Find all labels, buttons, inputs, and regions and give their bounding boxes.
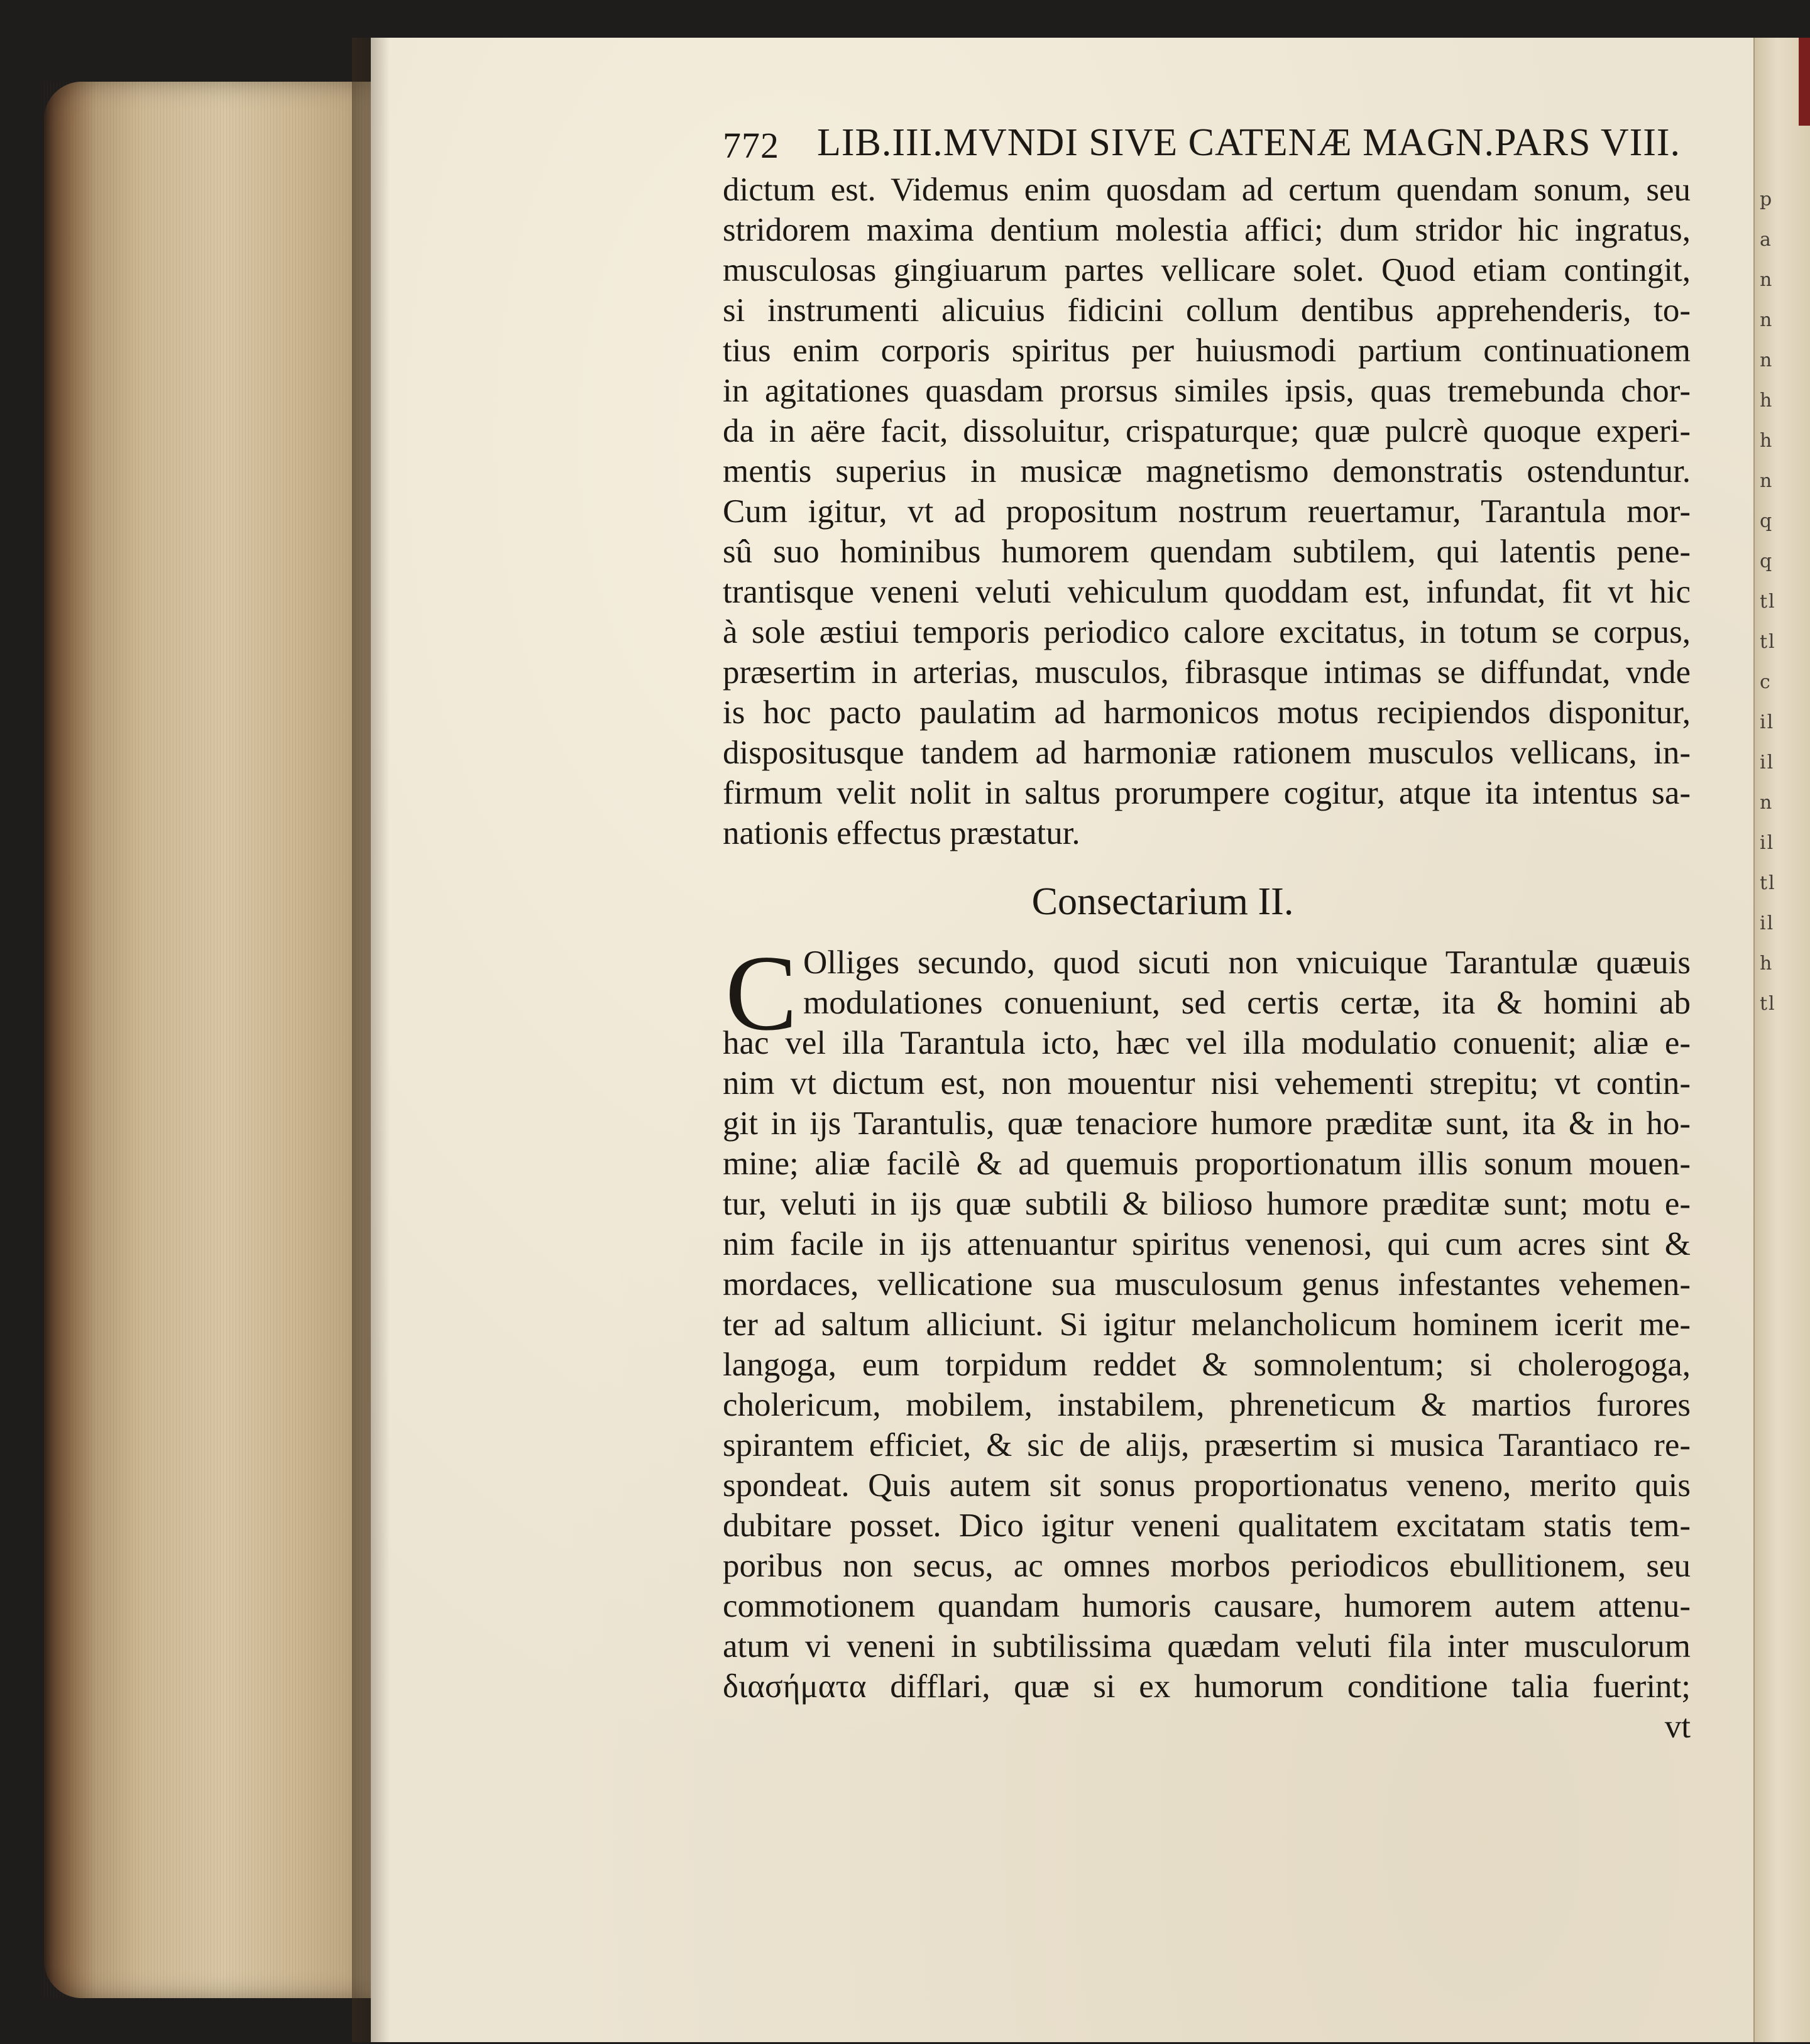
- text-line: is hoc pacto paulatim ad harmonicos motus recipiendos disponitur,: [723, 694, 1691, 731]
- text-line: tius enim corporis spiritus per huiusmodi partium continuationem: [723, 332, 1691, 369]
- text-line: nationis effectus præstatur.: [723, 815, 1080, 851]
- section-heading: Consectarium II.: [1031, 880, 1294, 923]
- text-line: mordaces, vellicatione sua musculosum genus infestantes vehemen-: [723, 1266, 1691, 1303]
- gutter-shadow: [352, 38, 390, 2042]
- page-header: [723, 113, 1691, 170]
- text-line: hac vel illa Tarantula icto, hæc vel illa modulatio conuenit; aliæ e-: [723, 1025, 1691, 1061]
- text-line: mine; aliæ facilè & ad quemuis proportionatum illis sonum mouen-: [723, 1145, 1691, 1182]
- facing-page-fragment: a: [1760, 229, 1772, 251]
- text-line: mentis superius in musicæ magnetismo demonstratis ostenduntur.: [723, 453, 1691, 489]
- text-line: in agitationes quasdam prorsus similes ipsis, quas tremebunda chor-: [723, 373, 1691, 409]
- facing-page-fragment: n: [1760, 309, 1774, 331]
- text-line: nim vt dictum est, non mouentur nisi vehementi strepitu; vt contin-: [723, 1065, 1691, 1101]
- text-line: musculosas gingiuarum partes vellicare solet. Quod etiam contingit,: [723, 252, 1691, 288]
- page-edge-lines: [44, 82, 371, 1998]
- facing-page-fragment: il: [1760, 711, 1775, 733]
- facing-page-fragment: il: [1760, 832, 1775, 854]
- facing-page-fragment: n: [1760, 792, 1774, 814]
- facing-page-fragment: tl: [1760, 993, 1776, 1015]
- text-line: poribus non secus, ac omnes morbos periodicos ebullitionem, seu: [723, 1548, 1691, 1584]
- catchword: vt: [1664, 1708, 1691, 1745]
- facing-page-fragment: il: [1760, 912, 1775, 934]
- text-line: langoga, eum torpidum reddet & somnolentum; si cholerogoga,: [723, 1347, 1691, 1383]
- facing-page-fragment: tl: [1760, 631, 1776, 653]
- text-line: Olliges secundo, quod sicuti non vnicuique Tarantulæ quæuis: [803, 944, 1691, 981]
- text-line: spondeat. Quis autem sit sonus proportionatus veneno, merito quis: [723, 1467, 1691, 1504]
- paragraph-1: [723, 170, 1691, 853]
- facing-page-fragment: q: [1760, 510, 1774, 532]
- text-line: ter ad saltum alliciunt. Si igitur melancholicum hominem icerit me-: [723, 1306, 1691, 1343]
- facing-page-fragment: n: [1760, 269, 1774, 291]
- red-page-edge: [1799, 38, 1810, 126]
- facing-page-fragment: h: [1760, 390, 1774, 412]
- text-line: spirantem efficiet, & sic de alijs, præsertim si musica Tarantiaco re-: [723, 1427, 1691, 1463]
- text-line: dictum est. Videmus enim quosdam ad certum quendam sonum, seu: [723, 172, 1691, 208]
- running-title: LIB.III.MVNDI SIVE CATENÆ MAGN.PARS VIII.: [817, 121, 1681, 164]
- next-page-sliver: [1753, 38, 1810, 2042]
- text-line: modulationes conueniunt, sed certis certæ, ita & homini ab: [803, 985, 1691, 1021]
- text-line: nim facile in ijs attenuantur spiritus venenosi, qui cum acres sint &: [723, 1226, 1691, 1262]
- facing-page-fragment: tl: [1760, 872, 1776, 894]
- facing-page-fragment: n: [1760, 349, 1774, 371]
- text-line: tur, veluti in ijs quæ subtili & bilioso humore præditæ sunt; motu e-: [723, 1186, 1691, 1222]
- paragraph-2: [723, 934, 1691, 1747]
- text-line: trantisque veneni veluti vehiculum quoddam est, infundat, fit vt hic: [723, 574, 1691, 610]
- text-line: sû suo hominibus humorem quendam subtilem, qui latentis pene-: [723, 533, 1691, 570]
- facing-page-fragment: n: [1760, 470, 1774, 492]
- text-line: διασήματα difflari, quæ si ex humorum conditione talia fuerint;: [723, 1668, 1691, 1705]
- text-block: [723, 113, 1691, 1747]
- text-line: cholericum, mobilem, instabilem, phreneticum & martios furores: [723, 1387, 1691, 1423]
- text-line: Cum igitur, vt ad propositum nostrum reuertamur, Tarantula mor-: [723, 493, 1691, 530]
- text-line: commotionem quandam humoris causare, humorem autem attenu-: [723, 1588, 1691, 1624]
- facing-page-fragment: c: [1760, 671, 1772, 693]
- text-line: præsertim in arterias, musculos, fibrasque intimas se diffundat, vnde: [723, 654, 1691, 691]
- text-line: dubitare posset. Dico igitur veneni qualitatem excitatam statis tem-: [723, 1507, 1691, 1544]
- facing-page-fragment: p: [1760, 189, 1774, 210]
- text-line: si instrumenti alicuius fidicini collum dentibus apprehenderis, to-: [723, 292, 1691, 329]
- text-line: dispositusque tandem ad harmoniæ rationem musculos vellicans, in-: [723, 735, 1691, 771]
- text-line: firmum velit nolit in saltus prorumpere cogitur, atque ita intentus sa-: [723, 775, 1691, 811]
- page-block-edge: [44, 82, 371, 1998]
- facing-page-fragment: h: [1760, 953, 1774, 975]
- text-line: git in ijs Tarantulis, quæ tenaciore humore præditæ sunt, ita & in ho-: [723, 1105, 1691, 1142]
- facing-page-fragment: h: [1760, 430, 1774, 452]
- text-line: atum vi veneni in subtilissima quædam veluti fila inter musculorum: [723, 1628, 1691, 1664]
- text-line: da in aëre facit, dissoluitur, crispaturque; quæ pulcrè quoque experi-: [723, 413, 1691, 449]
- text-line: à sole æstiui temporis periodico calore excitatus, in totum se corpus,: [723, 614, 1691, 650]
- facing-page-fragment: q: [1760, 550, 1774, 572]
- facing-page-fragment: tl: [1760, 591, 1776, 613]
- text-line: stridorem maxima dentium molestia affici; dum stridor hic ingratus,: [723, 212, 1691, 248]
- drop-cap: C: [725, 934, 798, 1053]
- page-number: 772: [723, 125, 779, 166]
- facing-page-fragment: il: [1760, 751, 1775, 773]
